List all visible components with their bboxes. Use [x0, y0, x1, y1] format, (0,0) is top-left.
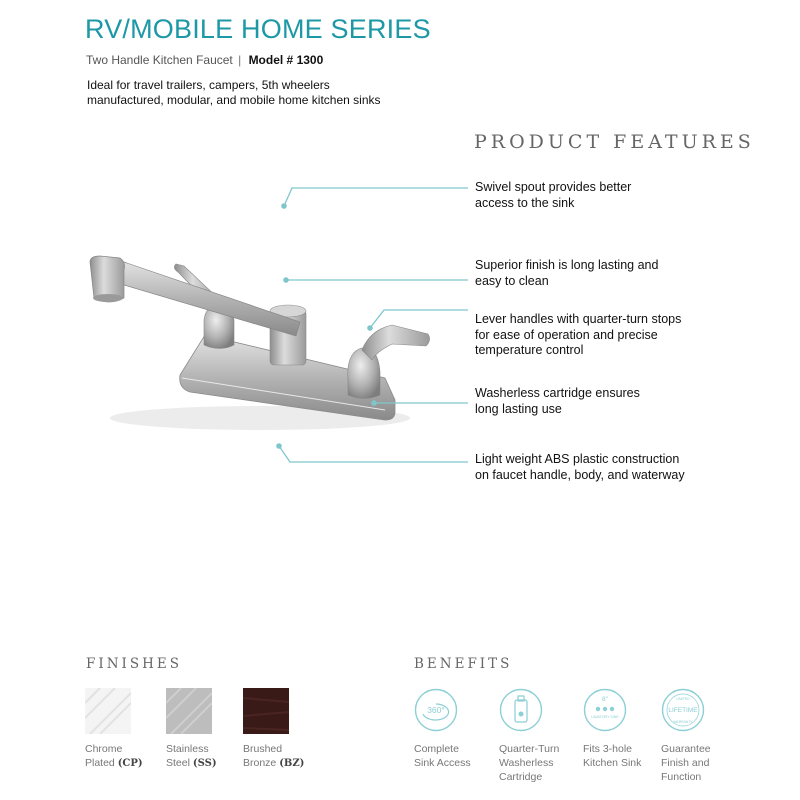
benefit-text: Sink Access	[414, 757, 471, 769]
svg-text:360°: 360°	[427, 705, 445, 715]
feature-text: on faucet handle, body, and waterway	[475, 467, 685, 482]
lifetime-warranty-icon	[661, 688, 705, 732]
bronze-swatch	[243, 688, 289, 734]
svg-text:WARRANTY: WARRANTY	[673, 720, 693, 724]
feature-text: temperature control	[475, 343, 584, 357]
model-number: Model # 1300	[248, 53, 324, 67]
feature-text: Swivel spout provides better	[475, 180, 632, 194]
benefit-text: Finish and	[661, 757, 710, 769]
feature-text: Washerless cartridge ensures	[475, 386, 640, 400]
product-type: Two Handle Kitchen Faucet	[86, 53, 233, 67]
swivel-spout	[96, 260, 300, 336]
benefit-text: Washerless	[499, 757, 554, 769]
benefit-text: Fits 3-hole	[583, 743, 633, 755]
front-lever	[362, 325, 430, 360]
three-hole-sink-icon	[583, 688, 627, 732]
finish-code: (SS)	[192, 758, 217, 769]
feature-item	[475, 452, 715, 483]
description-line: manufactured, modular, and mobile home kitchen sinks	[87, 93, 381, 107]
svg-text:LIFETIME: LIFETIME	[668, 707, 698, 714]
finish-name: Bronze	[243, 757, 277, 769]
benefit-label	[583, 742, 641, 770]
benefit-label	[414, 742, 471, 770]
benefit-label	[499, 742, 559, 784]
benefit-text: Kitchen Sink	[583, 757, 642, 769]
benefit-text: Function	[661, 771, 702, 783]
subtitle-separator: |	[238, 53, 242, 67]
chrome-swatch	[85, 688, 131, 734]
360-rotation-icon	[414, 688, 458, 732]
svg-text:LAVATORY SINK: LAVATORY SINK	[591, 715, 619, 719]
benefit-text: Complete	[414, 743, 459, 755]
finish-label-bronze	[243, 742, 304, 771]
feature-item	[475, 258, 715, 289]
stainless-swatch	[166, 688, 212, 734]
finish-label-stainless	[166, 742, 217, 771]
finish-name: Plated	[85, 757, 115, 769]
feature-text: Superior finish is long lasting and	[475, 258, 659, 272]
finish-label-chrome	[85, 742, 143, 771]
finishes-title: FINISHES	[86, 656, 182, 672]
page-title: RV/MOBILE HOME SERIES	[85, 14, 431, 44]
svg-text:8": 8"	[602, 696, 608, 703]
finish-name: Chrome	[85, 743, 123, 755]
benefit-text: Quarter-Turn	[499, 743, 560, 755]
feature-item	[475, 180, 715, 211]
finish-code: (BZ)	[279, 758, 305, 769]
feature-item	[475, 312, 715, 359]
benefit-text: Cartridge	[499, 771, 543, 783]
finish-name: Brushed	[243, 743, 283, 755]
feature-text: Light weight ABS plastic construction	[475, 452, 680, 466]
feature-text: Lever handles with quarter-turn stops	[475, 312, 682, 326]
description-line: Ideal for travel trailers, campers, 5th wheelers	[87, 78, 330, 92]
feature-text: long lasting use	[475, 401, 562, 416]
svg-text:LIMITED: LIMITED	[676, 697, 690, 701]
product-features-title: PRODUCT FEATURES	[474, 131, 755, 153]
feature-text: for ease of operation and precise	[475, 327, 658, 342]
feature-text: easy to clean	[475, 273, 549, 288]
feature-item	[475, 386, 715, 417]
benefit-text: Guarantee	[661, 743, 711, 755]
finish-code: (CP)	[117, 758, 143, 769]
benefit-label	[661, 742, 711, 784]
feature-text: access to the sink	[475, 195, 575, 210]
cartridge-icon	[499, 688, 543, 732]
benefits-title: BENEFITS	[414, 656, 513, 672]
finish-name: Steel	[166, 757, 190, 769]
finish-name: Stainless	[166, 743, 209, 755]
